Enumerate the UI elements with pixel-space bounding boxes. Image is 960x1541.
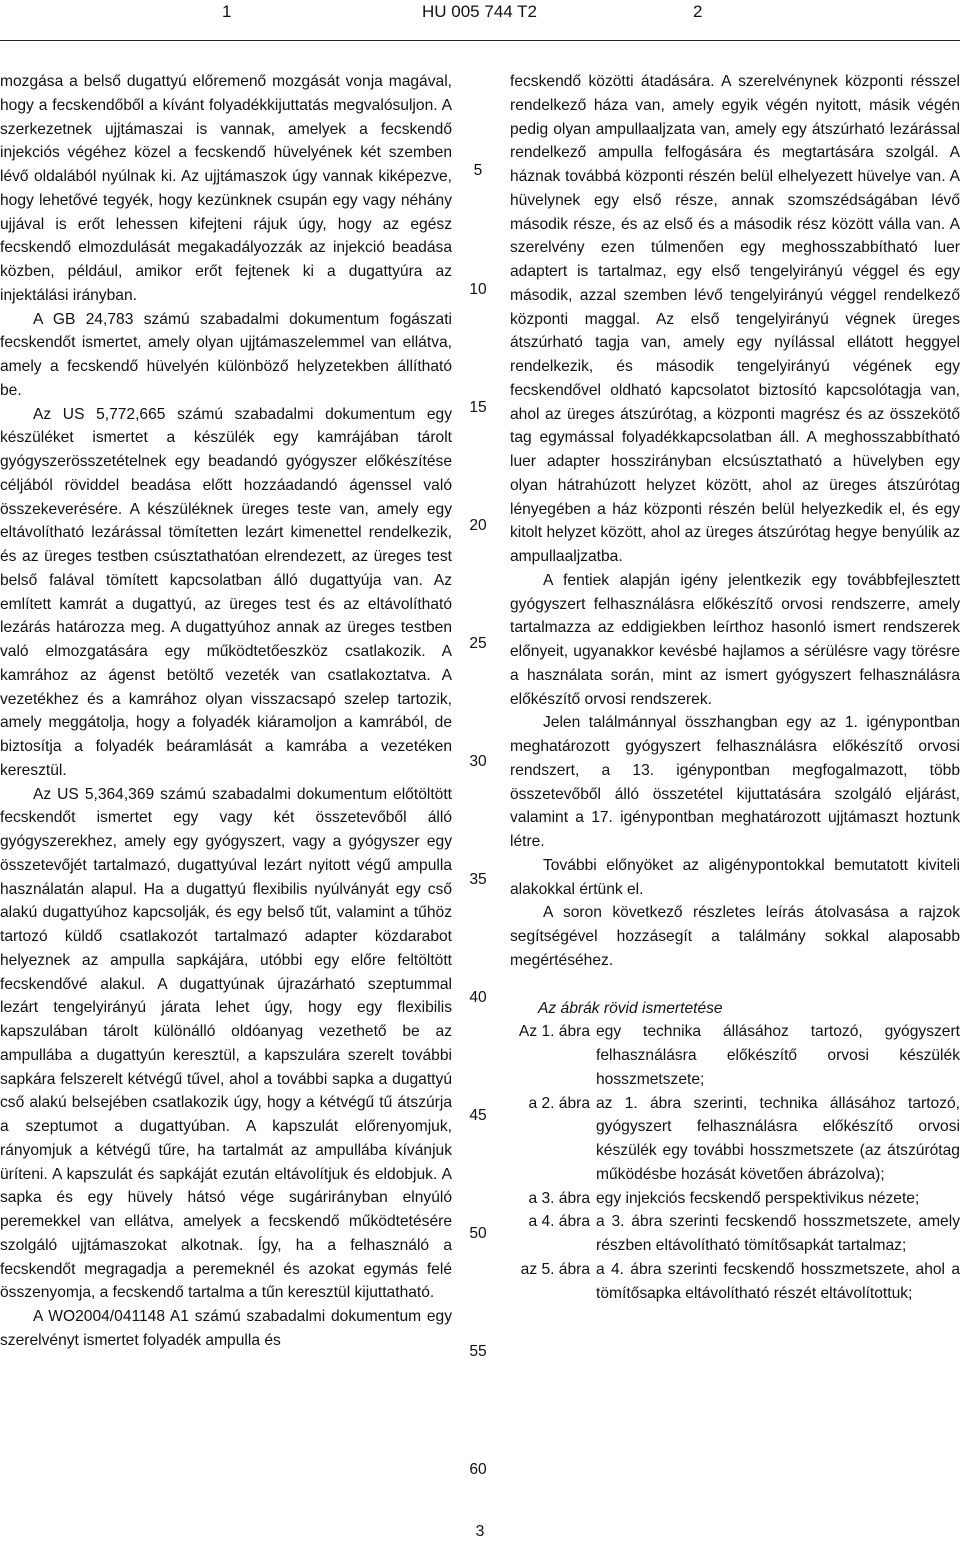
paragraph: Jelen találmánnyal összhangban egy az 1. igénypontban meghatározott gyógyszert felhasználásra előkészítő orvosi rendszert, a 13. igénypontban megfogalmazott, több összetevőből álló összetétel kijuttatására szolgáló eljárást, valamint a 17. igénypontban meghatározott ujjtámaszt hoztunk létre. — [510, 714, 960, 850]
figure-entry — [510, 1092, 960, 1187]
figure-description: egy technika állásához tartozó, gyógyszert felhasználásra előkészítő orvosi készülék hosszmetszete; — [596, 1023, 960, 1088]
line-number: 35 — [469, 871, 487, 888]
line-number: 45 — [469, 1107, 487, 1124]
header-patent-number: HU 005 744 T2 — [422, 2, 537, 21]
line-number: 25 — [469, 635, 487, 652]
paragraph: A GB 24,783 számú szabadalmi dokumentum fogászati fecskendőt ismertet, amely olyan ujjtámaszelemmel van ellátva, amely a fecskendő hüvelyén különböző helyzetekben állítható be. — [0, 310, 452, 399]
figures-heading: Az ábrák rövid ismertetése — [538, 999, 723, 1017]
figure-description: a 3. ábra szerinti fecskendő hosszmetszete, amely részben eltávolítható tömítősapkát tartalmaz; — [596, 1213, 960, 1254]
figure-label: a 3. ábra — [528, 1189, 590, 1207]
line-number: 60 — [469, 1461, 487, 1478]
figure-label: a 4. ábra — [528, 1213, 590, 1231]
paragraph: A soron következő részletes leírás átolvasása a rajzok segítségével hozzásegít a találmány sokkal alaposabb megértéséhez. — [510, 904, 960, 969]
figure-label: az 5. ábra — [520, 1260, 590, 1278]
figure-entry — [510, 1020, 960, 1091]
paragraph: A fentiek alapján igény jelentkezik egy továbbfejlesztett gyógyszert felhasználásra előkészítő orvosi rendszerre, amely tartalmazza az eddigiekben leírthoz hasonló ismert rendszerek előnyeit, ugyanakkor kevésbé hajlamos a sérülésre vagy törésre a használata során, mint az ismert gyógyszert felhasználásra előkészítő orvosi rendszerek. — [510, 571, 960, 708]
paragraph: fecskendő közötti átadására. A szerelvénynek központi résszel rendelkező háza van, amely egyik végén nyitott, másik végén pedig olyan ampullaaljzata van, amely egy átszúrható lezárással rendelkező ampulla felfogására és megtartására szolgál. A háznak továbbá központi részén belül elhelyezett hüvelye van. A hüvelynek egy első része, annak szomszédságában lévő második része, és az első és a második rész között válla van. A szerelvény ezen túlmenően egy meghosszabbítható luer adaptert is tartalmaz, egy első tengelyirányú véggel és egy második, azzal szemben lévő tengelyirányú véggel rendelkező központi maggal. Az első tengelyirányú végnek üreges átszúrható tagja van, amely egy nyílással ellátott heggyel rendelkezik, és második tengelyirányú végének egy fecskendővel oldható kapcsolatot biztosító kapcsolótagja van, ahol az üreges átszúrótag, a központi magrész és az összekötő tag egymással folyadékkapcsolatban áll. A meghosszabbítható luer adapter hosszirányban elcsúsztatható a hüvelyben egy olyan hátrahúzott helyzet között, ahol az üreges átszúrótag lényegében a ház központi részén belül helyezkedik el, és egy kitolt helyzet között, ahol az üreges átszúrótag hegye benyúlik az ampullaaljzatba. — [510, 73, 960, 565]
paragraph: A WO2004/041148 A1 számú szabadalmi dokumentum egy szerelvényt ismertet folyadék ampulla és — [0, 1308, 452, 1349]
line-number: 40 — [469, 989, 487, 1006]
line-number: 20 — [469, 517, 487, 534]
header-page-right: 2 — [693, 2, 703, 21]
figure-entry — [510, 1258, 960, 1306]
header-rule — [0, 40, 960, 41]
figure-label: a 2. ábra — [528, 1094, 590, 1112]
line-number: 10 — [469, 281, 487, 298]
figure-entry — [510, 1187, 960, 1211]
line-number: 5 — [473, 162, 483, 179]
header-page-left: 1 — [222, 2, 232, 21]
page-header — [0, 0, 960, 44]
paragraph: Az US 5,772,665 számú szabadalmi dokumentum egy készüléket ismertet a készülék egy kamrájában tárolt gyógyszerösszetételnek egy beadandó gyógyszer előkészítése céljából röviddel beadása előtt hozzáadandó ágenssel való összekeverésére. A készüléknek üreges teste van, amely egy eltávolítható lezárással tömítetten lezárt kimenettel rendelkezik, és az üreges testben csúsztathatóan elrendezett, az üreges test belső falával tömített kapcsolatban álló dugattyúja van. Az említett kamrát a dugattyú, az üreges test és az eltávolítható lezárás határozza meg. A dugattyúhoz annak az üreges testben való elmozgatására egy működtetőeszköz csatlakozik. A kamrához az ágenst betöltő vezeték van csatlakoztatva. A vezetékhez és a kamrához olyan visszacsapó szelep tartozik, amely meggátolja, hogy a folyadék kiáramoljon a kamrából, de biztosítja a folyadék beáramlását a kamrába a vezetéken keresztül. — [0, 405, 452, 779]
paragraph: mozgása a belső dugattyú előremenő mozgását vonja magával, hogy a fecskendőből a kívánt folyadékkijuttatás megvalósuljon. A szerkezetnek ujjtámaszai is vannak, amelyek a fecskendő injekciós végéhez közel a fecskendő hüvelyének két szemben lévő oldalából nyúlnak ki. Az ujjtámaszok úgy vannak kiképezve, hogy lehetővé tegyék, hogy kezünknek csupán egy vagy néhány ujjával is erőt lehessen kifejteni rájuk úgy, hogy az egész fecskendő elmozdulását megakadályozzák az injekció beadása közben, például, amikor erőt fejtenek ki a dugattyúra az injektálási irányban. — [0, 73, 452, 304]
line-number: 30 — [469, 753, 487, 770]
line-number: 15 — [469, 399, 487, 416]
right-column — [510, 70, 960, 1305]
figure-description: a 4. ábra szerinti fecskendő hosszmetszete, ahol a tömítősapka eltávolítható részét eltávolítottuk; — [596, 1260, 960, 1302]
left-column — [0, 70, 452, 1353]
figure-entry — [510, 1210, 960, 1258]
line-number: 50 — [469, 1225, 487, 1242]
line-number: 55 — [469, 1343, 487, 1360]
paragraph: További előnyöket az aligénypontokkal bemutatott kiviteli alakokkal értünk el. — [510, 856, 960, 898]
paragraph: Az US 5,364,369 számú szabadalmi dokumentum előtöltött fecskendőt ismertet egy vagy két összetevőből álló gyógyszerekhez, amely egy gyógyszert, vagy a gyógyszer egy összetevőjét tartalmazó, dugattyúval lezárt nyitott végű ampulla használatán alapul. Ha a dugattyú flexibilis nyúlványát egy cső alakú dugattyúhoz kapcsolják, és egy belső tűt, valamint a tűhöz tartozó küldő csatlakozót tartalmazó adapter közdarabot helyeznek az ampulla sapkájára, utóbbi egy előre feltöltött fecskendővé alakul. A dugattyúnak újrazárható szeptummal lezárt tengelyirányú járata lehet úgy, hogy egy flexibilis kapszulában tárolt különálló oldóanyag vezethető be az ampullába a dugattyún keresztül, a kapszulára szerelt további sapkára felszerelt kétvégű tűvel, ahol a további sapka a dugattyú cső alakú belsejében csatlakozik úgy, hogy a kétvégű tű átszúrja a szeptumot a dugattyúban. A kapszulát előrenyomjuk, rányomjuk a kétvégű tűre, ha tartalmát az ampullába kívánjuk üríteni. A kapszulát és sapkáját ezután eltávolítjuk és eldobjuk. A sapka és egy hüvely hátsó vége sugárirányban elnyúló peremekkel van ellátva, amelyek a fecskendő működtetésére szolgáló ujjtámaszokat alkotnak. Így, ha a felhasználó a fecskendőt megragadja a peremeknél és azokat egymás felé összenyomja, a fecskendő tartalma a tűn keresztül kijuttatható. — [0, 785, 452, 1302]
figure-description: az 1. ábra szerinti, technika állásához tartozó, gyógyszert felhasználásra előkészítő orvosi készülék egy további hosszmetszete (az átszúrótag működésbe hozását követően ábrázolva); — [596, 1094, 960, 1183]
page-footer-number: 3 — [475, 1523, 485, 1540]
figure-description: egy injekciós fecskendő perspektivikus nézete; — [596, 1189, 920, 1207]
figure-label: Az 1. ábra — [518, 1023, 590, 1041]
